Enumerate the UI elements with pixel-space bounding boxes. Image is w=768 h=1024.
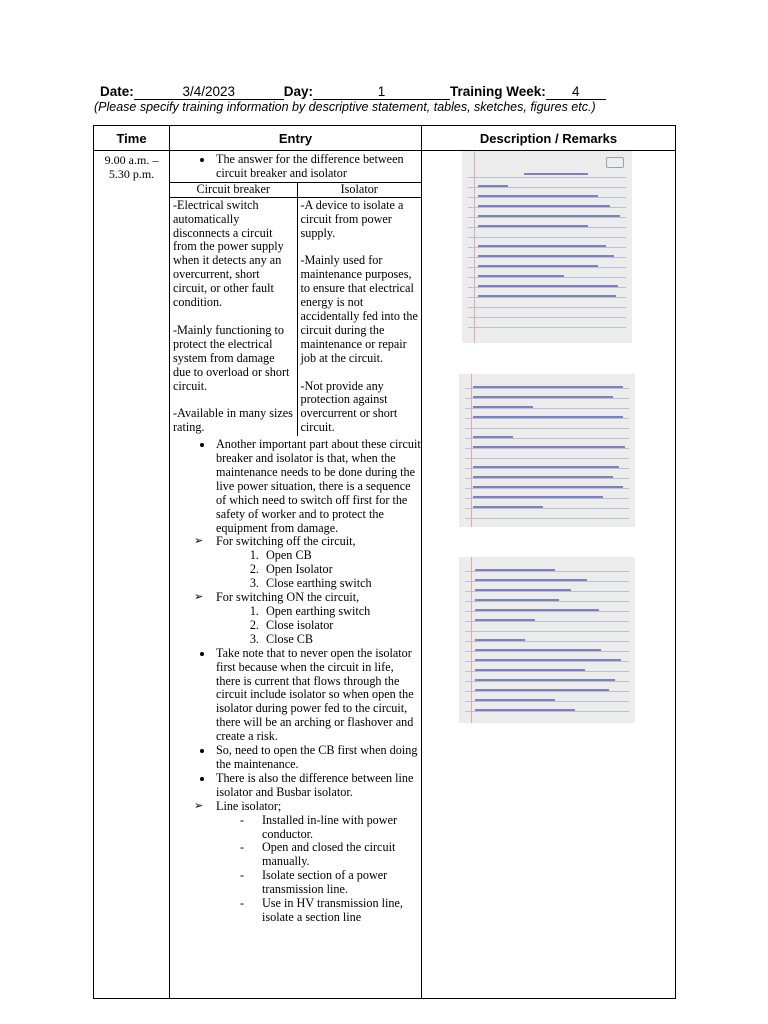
- cb-text-2: -Mainly functioning to protect the electrical system from damage due to overload or short circuit.: [173, 322, 290, 393]
- off-step-2: 2. Open Isolator: [262, 563, 421, 577]
- line-isolator-list: [216, 814, 421, 925]
- compare-header-circuit-breaker: Circuit breaker: [170, 182, 297, 197]
- cb-text-1: -Electrical switch automatically disconnects a circuit from the power supply when it detects any an overcurrent, short circuit, or other fault condition.: [173, 197, 284, 310]
- open-cb-bullet: • So, need to open the CB first when doing the maintenance.: [214, 744, 421, 772]
- isolator-types-bullet: • There is also the difference between line isolator and Busbar isolator.: [214, 772, 421, 800]
- date-label: Date:: [100, 84, 134, 99]
- switch-off-steps: [216, 549, 421, 591]
- on-step-1: 1. Open earthing switch: [262, 605, 421, 619]
- switch-on-title: ➢ For switching ON the circuit, 1. Open earthing switch 2. Close isolator 3. Close CB: [216, 591, 421, 647]
- training-week-label: Training Week:: [450, 84, 546, 99]
- line-iso-item-1: - Installed in-line with power conductor.: [262, 814, 421, 842]
- entry-header: Entry: [170, 126, 422, 151]
- line-isolator-title: ➢ Line isolator; - Installed in-line with power conductor. - Open and closed the circuit manually. - Isolate section of a power transmission line. - Use in HV transmission line, isolate a section line: [216, 800, 421, 925]
- iso-text-1: -A device to isolate a circuit from power supply.: [300, 197, 404, 240]
- training-week-value: 4: [546, 84, 606, 100]
- instruction-note: (Please specify training information by descriptive statement, tables, sketches, figures etc.): [94, 100, 596, 114]
- on-step-3: 3. Close CB: [262, 633, 421, 647]
- time-header: Time: [94, 126, 170, 151]
- day-value: 1: [313, 84, 450, 100]
- on-step-2: 2. Close isolator: [262, 619, 421, 633]
- handwritten-notes-photo-2: [459, 374, 635, 527]
- circuit-breaker-description: [170, 197, 297, 436]
- remarks-header: Description / Remarks: [422, 126, 676, 151]
- sequence-bullet: • Another important part about these circuit breaker and isolator is that, when the maintenance needs to be done during the live power situation, there is a sequence of which need to switch off first for the safety of worker and to protect the equipment from damage.: [214, 438, 421, 535]
- line-iso-item-2: - Open and closed the circuit manually.: [262, 841, 421, 869]
- comparison-table: [170, 182, 421, 436]
- handwritten-notes-photo-3: [459, 557, 635, 723]
- line-iso-item-4: - Use in HV transmission line, isolate a section line: [262, 897, 421, 925]
- switch-on-steps: [216, 605, 421, 647]
- intro-bullet: • The answer for the difference between circuit breaker and isolator: [214, 153, 421, 181]
- isolator-description: [297, 197, 421, 436]
- iso-text-3: -Not provide any protection against overcurrent or short circuit.: [300, 378, 398, 435]
- handwritten-notes-photo-1: [462, 151, 632, 343]
- iso-text-2: -Mainly used for maintenance purposes, to ensure that electrical energy is not accidentally fed into the circuit during the maintenance or repair job at the circuit.: [300, 253, 418, 365]
- time-cell: [94, 151, 170, 999]
- header-line: [100, 84, 606, 100]
- warning-bullet: • Take note that to never open the isolator first because when the circuit in life, there is current that flows through the circuit include isolator so when open the isolator during power fed to the circuit, there will be an arching or flashover and create a risk.: [214, 647, 421, 744]
- cb-text-3: -Available in many sizes rating.: [173, 406, 293, 435]
- day-label: Day:: [283, 84, 314, 99]
- entry-cell: [170, 151, 422, 999]
- switch-off-title: ➢ For switching off the circuit, 1. Open CB 2. Open Isolator 3. Close earthing switch: [216, 535, 421, 591]
- off-step-1: 1. Open CB: [262, 549, 421, 563]
- date-value: 3/4/2023: [134, 84, 284, 100]
- time-start: 9.00 a.m. –: [104, 153, 159, 167]
- compare-header-isolator: Isolator: [297, 182, 421, 197]
- off-step-3: 3. Close earthing switch: [262, 577, 421, 591]
- line-iso-item-3: - Isolate section of a power transmission line.: [262, 869, 421, 897]
- time-end: 5.30 p.m.: [108, 167, 155, 181]
